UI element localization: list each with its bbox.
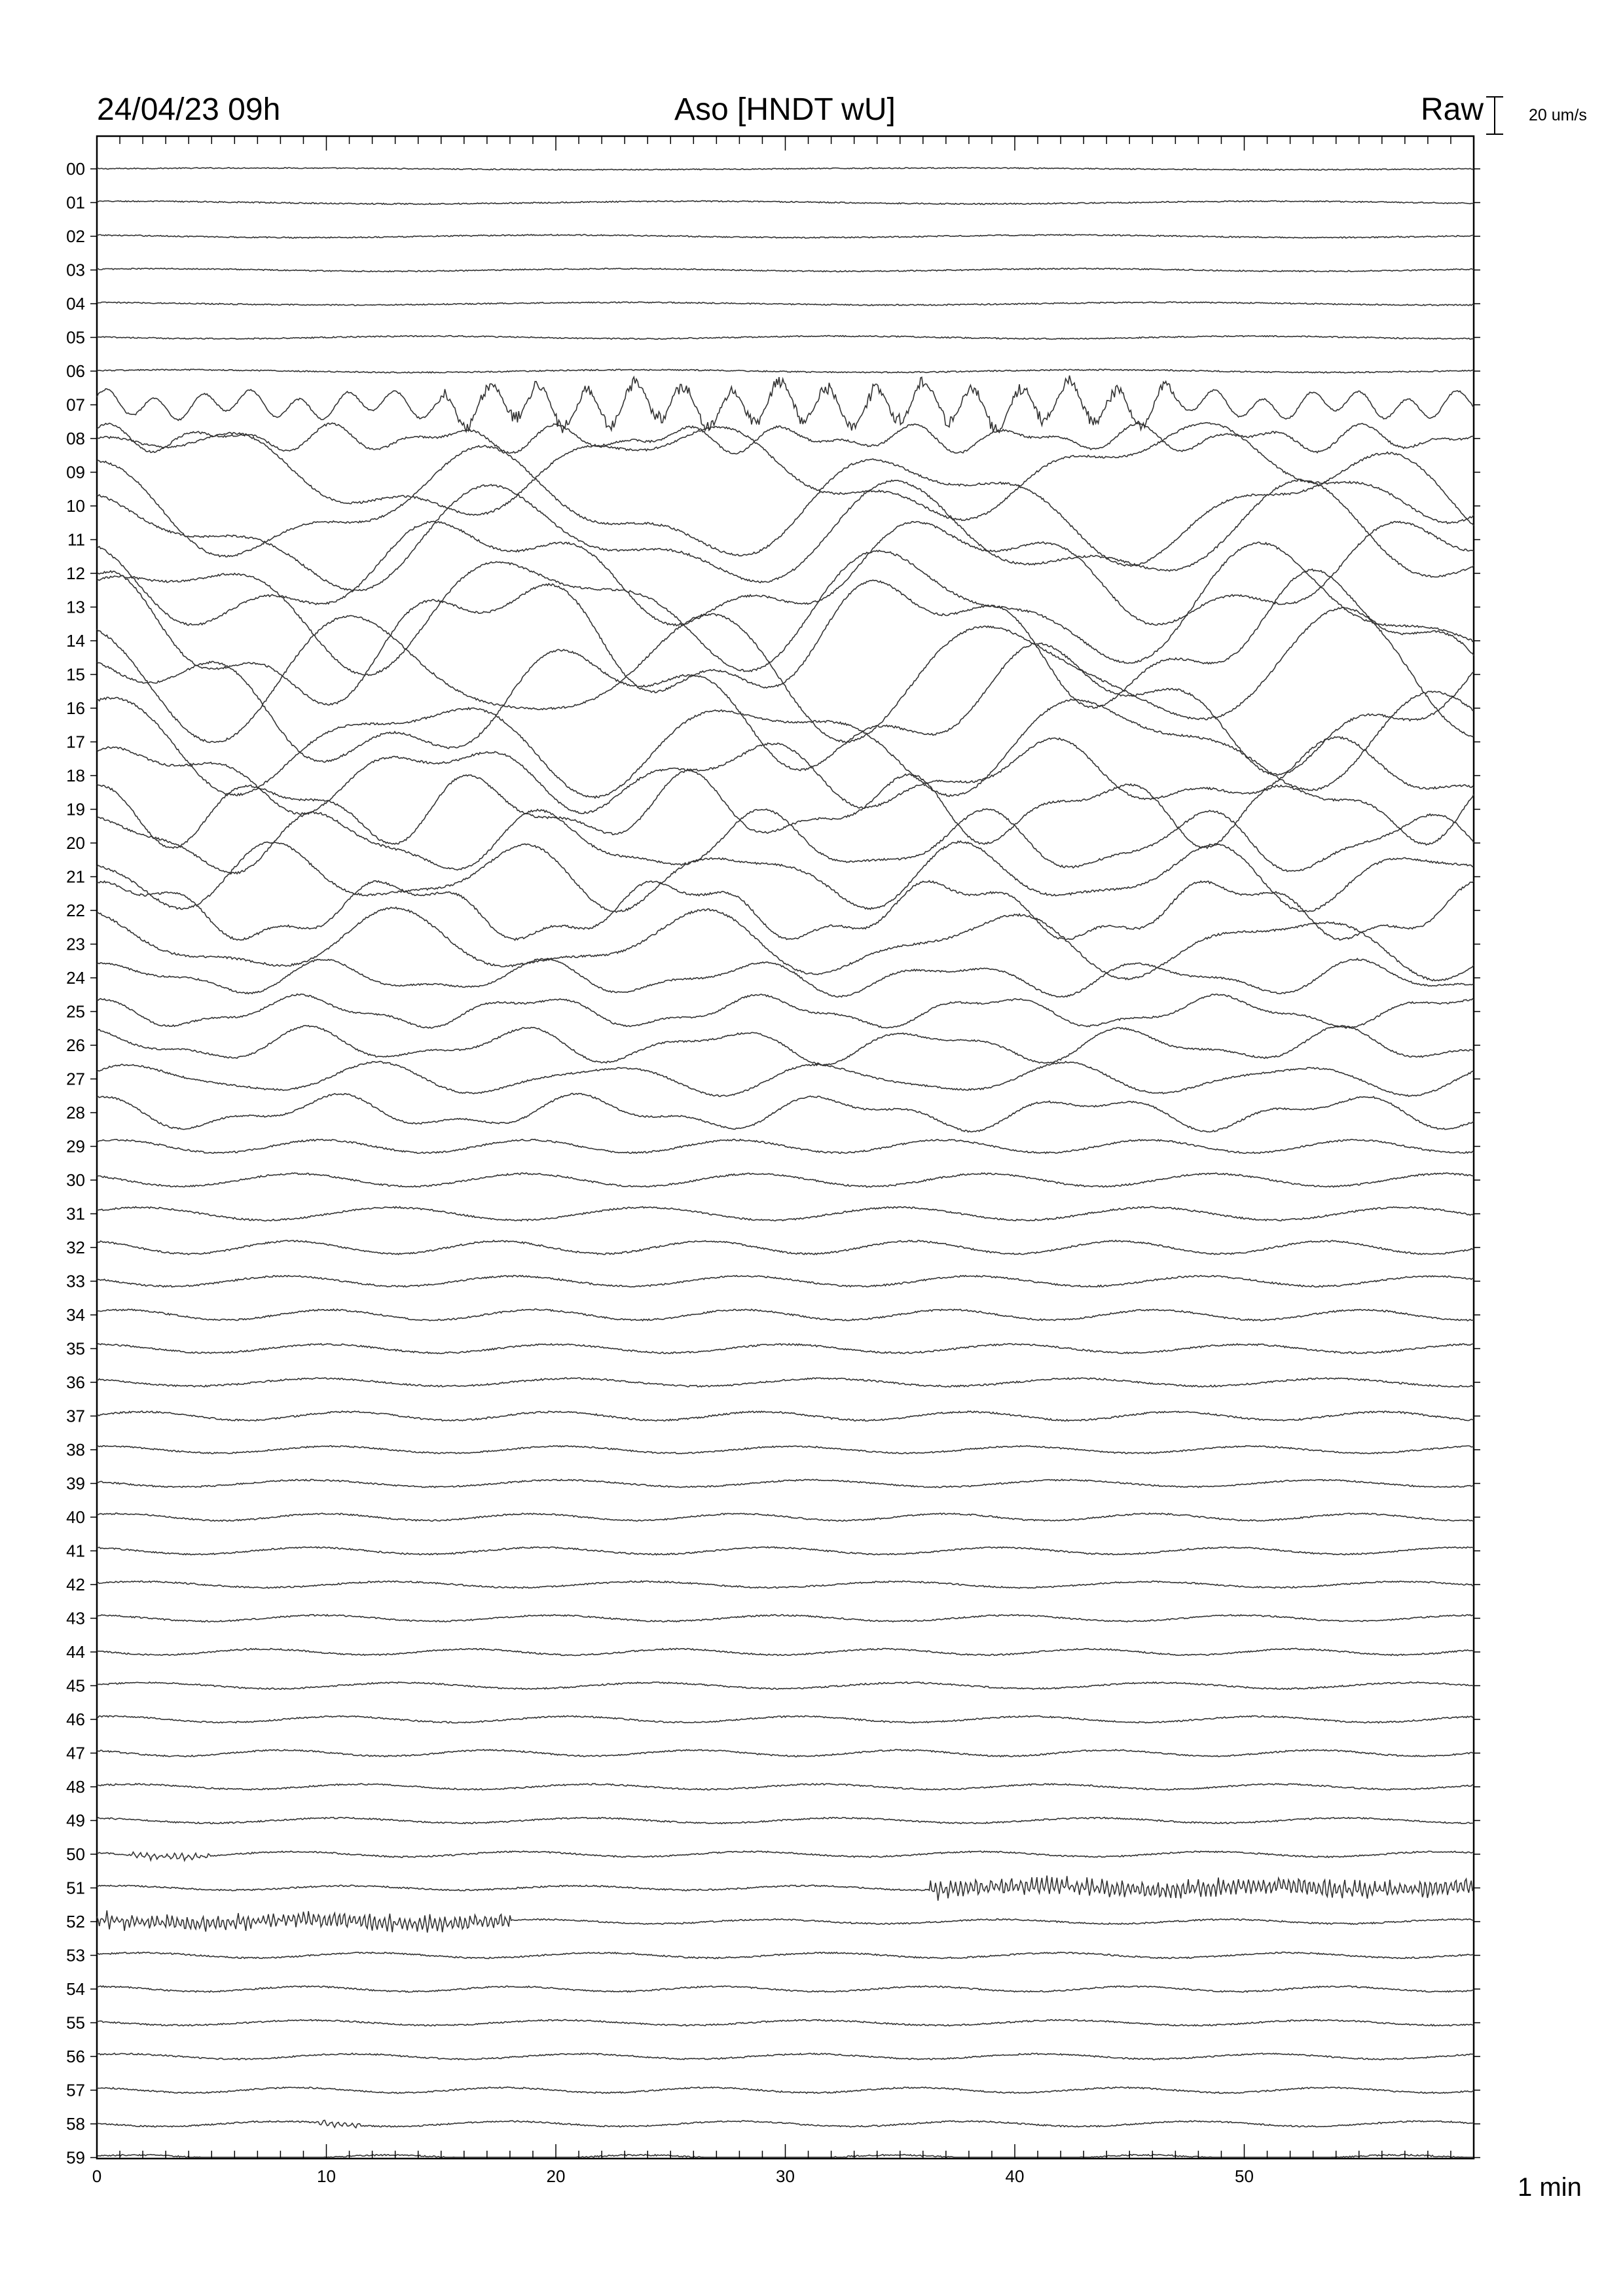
trace-row-49 [97,1818,1474,1824]
row-label-group [66,159,85,2168]
trace-row-00 [97,168,1474,170]
row-label-27: 27 [66,1069,85,1089]
trace-row-40 [97,1513,1474,1522]
row-label-01: 01 [66,192,85,213]
trace-row-30 [97,1173,1474,1187]
trace-row-01 [97,201,1474,205]
trace-row-57 [97,2087,1474,2094]
row-label-47: 47 [66,1743,85,1763]
trace-row-44 [97,1648,1474,1655]
trace-row-47 [97,1749,1474,1757]
row-label-21: 21 [66,867,85,887]
row-label-45: 45 [66,1676,85,1696]
row-label-39: 39 [66,1473,85,1494]
row-label-26: 26 [66,1035,85,1055]
x-unit-label: 1 min [1518,2173,1582,2202]
station-title: Aso [HNDT wU] [674,92,896,127]
row-label-02: 02 [66,226,85,246]
scale-bar [1486,97,1503,134]
row-label-54: 54 [66,1979,85,1999]
trace-row-56 [97,2053,1474,2060]
trace-row-38 [97,1446,1474,1454]
trace-row-27 [97,1062,1474,1097]
row-label-16: 16 [66,698,85,718]
trace-row-35 [97,1344,1474,1354]
trace-row-26 [97,1026,1474,1066]
row-label-37: 37 [66,1406,85,1426]
trace-row-53 [97,1952,1474,1959]
trace-row-09 [97,423,1474,524]
trace-row-07 [97,376,1474,433]
row-label-07: 07 [66,395,85,415]
row-label-44: 44 [66,1642,85,1662]
trace-row-33 [97,1276,1474,1287]
row-label-12: 12 [66,564,85,583]
row-label-22: 22 [66,901,85,920]
row-label-32: 32 [66,1238,85,1257]
trace-row-24 [97,958,1474,997]
row-label-24: 24 [66,968,85,988]
row-label-04: 04 [66,294,85,314]
row-label-08: 08 [66,429,85,448]
trace-row-10 [97,446,1474,567]
axis-ticks [90,136,1480,2159]
trace-row-17 [97,691,1474,798]
x-tick-label-30: 30 [776,2166,795,2186]
trace-row-05 [97,336,1474,340]
row-label-06: 06 [66,361,85,381]
trace-row-46 [97,1715,1474,1723]
trace-row-51 [97,1876,1474,1901]
trace-row-21 [97,841,1474,912]
row-label-41: 41 [66,1541,85,1561]
trace-row-13 [97,542,1474,675]
row-label-05: 05 [66,327,85,348]
row-label-53: 53 [66,1945,85,1965]
trace-row-18 [97,737,1474,815]
trace-row-20 [97,809,1474,874]
trace-row-29 [97,1139,1474,1154]
row-label-40: 40 [66,1507,85,1527]
trace-row-11 [97,479,1474,590]
row-label-35: 35 [66,1338,85,1359]
datetime-title: 24/04/23 09h [97,92,281,127]
trace-row-36 [97,1378,1474,1387]
trace-row-34 [97,1309,1474,1321]
row-label-46: 46 [66,1710,85,1729]
trace-row-16 [97,643,1474,776]
trace-row-43 [97,1615,1474,1622]
row-label-33: 33 [66,1271,85,1291]
trace-row-22 [97,881,1474,941]
trace-row-48 [97,1784,1474,1790]
row-label-20: 20 [66,833,85,853]
row-label-14: 14 [66,631,85,651]
row-label-18: 18 [66,766,85,785]
trace-row-52 [97,1910,1474,1933]
row-label-43: 43 [66,1608,85,1628]
trace-row-02 [97,234,1474,238]
row-label-11: 11 [67,529,85,550]
mode-label: Raw [1421,92,1484,127]
trace-row-55 [97,2020,1474,2026]
row-label-30: 30 [66,1170,85,1190]
plot-frame [97,136,1474,2159]
row-label-57: 57 [66,2080,85,2100]
row-label-58: 58 [66,2114,85,2134]
trace-row-45 [97,1682,1474,1689]
row-label-36: 36 [66,1372,85,1392]
trace-row-32 [97,1240,1474,1255]
row-label-50: 50 [66,1844,85,1864]
row-label-09: 09 [66,462,85,482]
trace-row-25 [97,994,1474,1029]
row-label-00: 00 [66,159,85,179]
row-label-42: 42 [66,1575,85,1594]
x-tick-label-group [92,2166,1254,2186]
row-label-29: 29 [66,1136,85,1157]
row-label-48: 48 [66,1777,85,1797]
row-label-38: 38 [66,1440,85,1460]
trace-row-54 [97,1986,1474,1992]
trace-row-04 [97,302,1474,306]
x-tick-label-20: 20 [546,2166,566,2186]
row-label-55: 55 [66,2013,85,2033]
scale-bar-label: 20 um/s [1529,106,1587,124]
trace-row-06 [97,369,1474,373]
row-label-59: 59 [66,2147,85,2168]
trace-row-58 [97,2120,1474,2128]
trace-row-41 [97,1547,1474,1555]
trace-row-42 [97,1581,1474,1588]
row-label-31: 31 [66,1204,85,1224]
row-label-52: 52 [66,1912,85,1931]
trace-row-03 [97,268,1474,272]
row-label-49: 49 [66,1810,85,1831]
trace-row-12 [97,522,1474,626]
row-label-15: 15 [66,664,85,685]
trace-row-23 [97,907,1474,981]
row-label-23: 23 [66,934,85,954]
trace-row-31 [97,1207,1474,1221]
x-tick-label-50: 50 [1235,2166,1254,2186]
row-label-19: 19 [66,799,85,819]
trace-row-08 [97,423,1474,454]
x-tick-label-40: 40 [1005,2166,1025,2186]
row-label-13: 13 [66,597,85,617]
row-label-56: 56 [66,2047,85,2066]
x-tick-label-0: 0 [92,2166,102,2186]
trace-row-50 [97,1851,1474,1861]
x-tick-label-10: 10 [317,2166,336,2186]
row-label-17: 17 [66,732,85,752]
trace-row-19 [97,770,1474,849]
trace-row-37 [97,1411,1474,1421]
row-label-10: 10 [66,496,85,516]
row-label-34: 34 [66,1305,85,1325]
trace-row-28 [97,1094,1474,1132]
row-label-03: 03 [66,260,85,280]
trace-group [97,168,1474,2157]
row-label-51: 51 [66,1878,85,1898]
row-label-28: 28 [66,1103,85,1122]
trace-row-39 [97,1479,1474,1488]
row-label-25: 25 [66,1001,85,1022]
